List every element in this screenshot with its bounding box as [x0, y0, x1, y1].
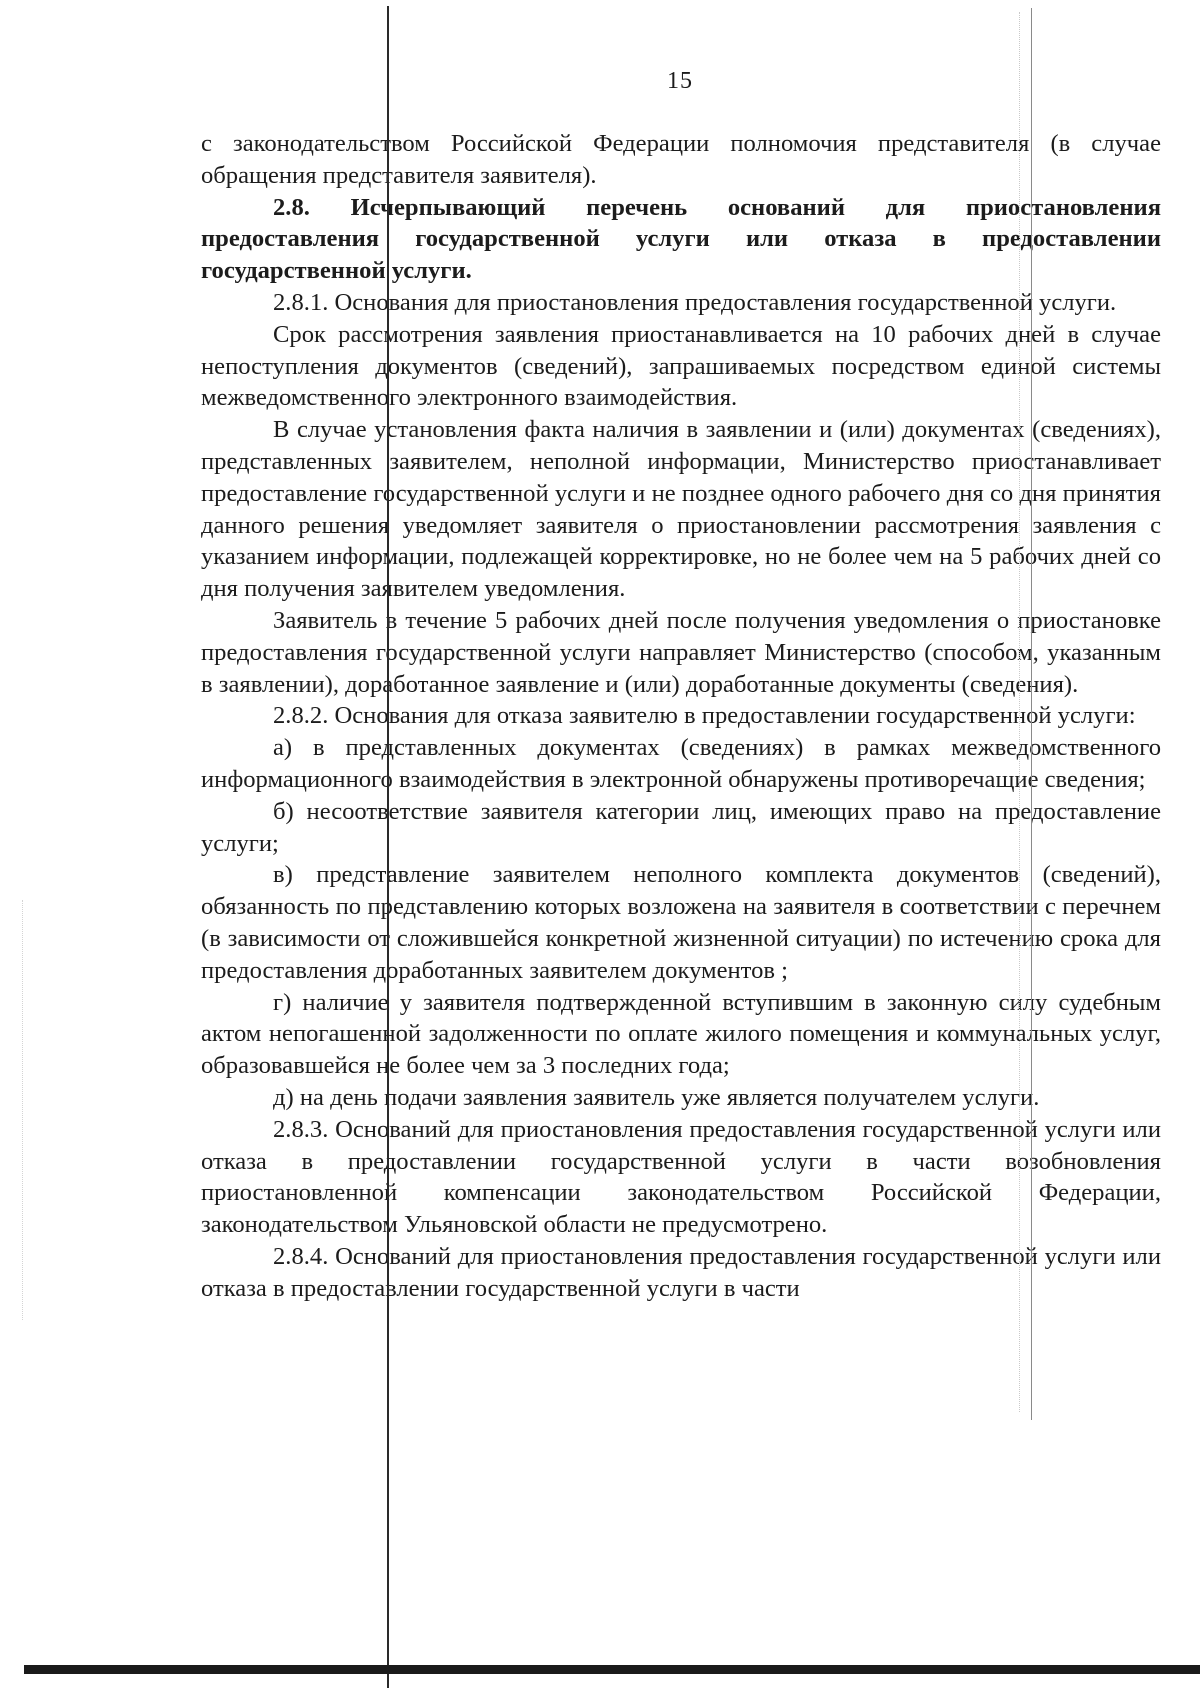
list-item-a: а) в представленных документах (сведениях) в рамках межведомственного информационного взаимодействия в электронной обнаружены противоречащие сведения;: [201, 734, 1161, 793]
paragraph-2-8-1: 2.8.1. Основания для приостановления предоставления государственной услуги.: [273, 288, 1117, 316]
section-heading-2-8: 2.8. Исчерпывающий перечень оснований для приостановления предоставления государственной услуги или отказа в предоставлении государственной услуги.: [201, 193, 1161, 285]
scan-artifact-line: [22, 900, 23, 1320]
paragraph-incomplete-info: В случае установления факта наличия в заявлении и (или) документах (сведениях), представленных заявителем, неполной информации, Министерство приостанавливает предоставление государственной услуги и не позднее одного рабочего дня со дня принятия данного решения уведомляет заявителя о приостановлении рассмотрения заявления с указанием информации, подлежащей корректировке, но не более чем на 5 рабочих дней со дня получения заявителем уведомления.: [201, 416, 1161, 603]
paragraph-applicant-resubmit: Заявитель в течение 5 рабочих дней после получения уведомления о приостановке предоставления государственной услуги направляет Министерство (способом, указанным в заявлении), доработанное заявление и (или) доработанные документы (сведения).: [201, 606, 1161, 698]
paragraph-suspension-term: Срок рассмотрения заявления приостанавливается на 10 рабочих дней в случае непоступления документов (сведений), запрашиваемых посредством единой системы межведомственного электронного взаимодействия.: [201, 320, 1161, 412]
paragraph-2-8-4: 2.8.4. Оснований для приостановления предоставления государственной услуги или отказа в предоставлении государственной услуги в части: [201, 1242, 1161, 1302]
page-number: 15: [667, 68, 693, 94]
scan-bottom-edge: [24, 1665, 1200, 1674]
list-item-b: б) несоответствие заявителя категории лиц, имеющих право на предоставление услуги;: [201, 797, 1161, 857]
list-item-g: г) наличие у заявителя подтвержденной вступившим в законную силу судебным актом непогашенной задолженности по оплате жилого помещения и коммунальных услуг, образовавшейся не более чем за 3 последних года;: [201, 988, 1161, 1080]
list-item-v: в) представление заявителем неполного комплекта документов (сведений), обязанность по представлению которых возложена на заявителя в соответствии с перечнем (в зависимости от сложившейся конкретной жизненной ситуации) по истечению срока для предоставления доработанных заявителем документов ;: [201, 861, 1161, 984]
paragraph-2-8-3: 2.8.3. Оснований для приостановления предоставления государственной услуги или отказа в предоставлении государственной услуги в части возобновления приостановленной компенсации законодательством Российской Федерации, законодательством Ульяновской области не предусмотрено.: [201, 1115, 1161, 1239]
paragraph-2-8-2: 2.8.2. Основания для отказа заявителю в предоставлении государственной услуги:: [273, 702, 1136, 730]
paragraph-continuation: с законодательством Российской Федерации полномочия представителя (в случае обращения представителя заявителя).: [201, 130, 1161, 189]
document-body: [201, 128, 1161, 1304]
list-item-d: д) на день подачи заявления заявитель уже является получателем услуги.: [273, 1083, 1040, 1111]
